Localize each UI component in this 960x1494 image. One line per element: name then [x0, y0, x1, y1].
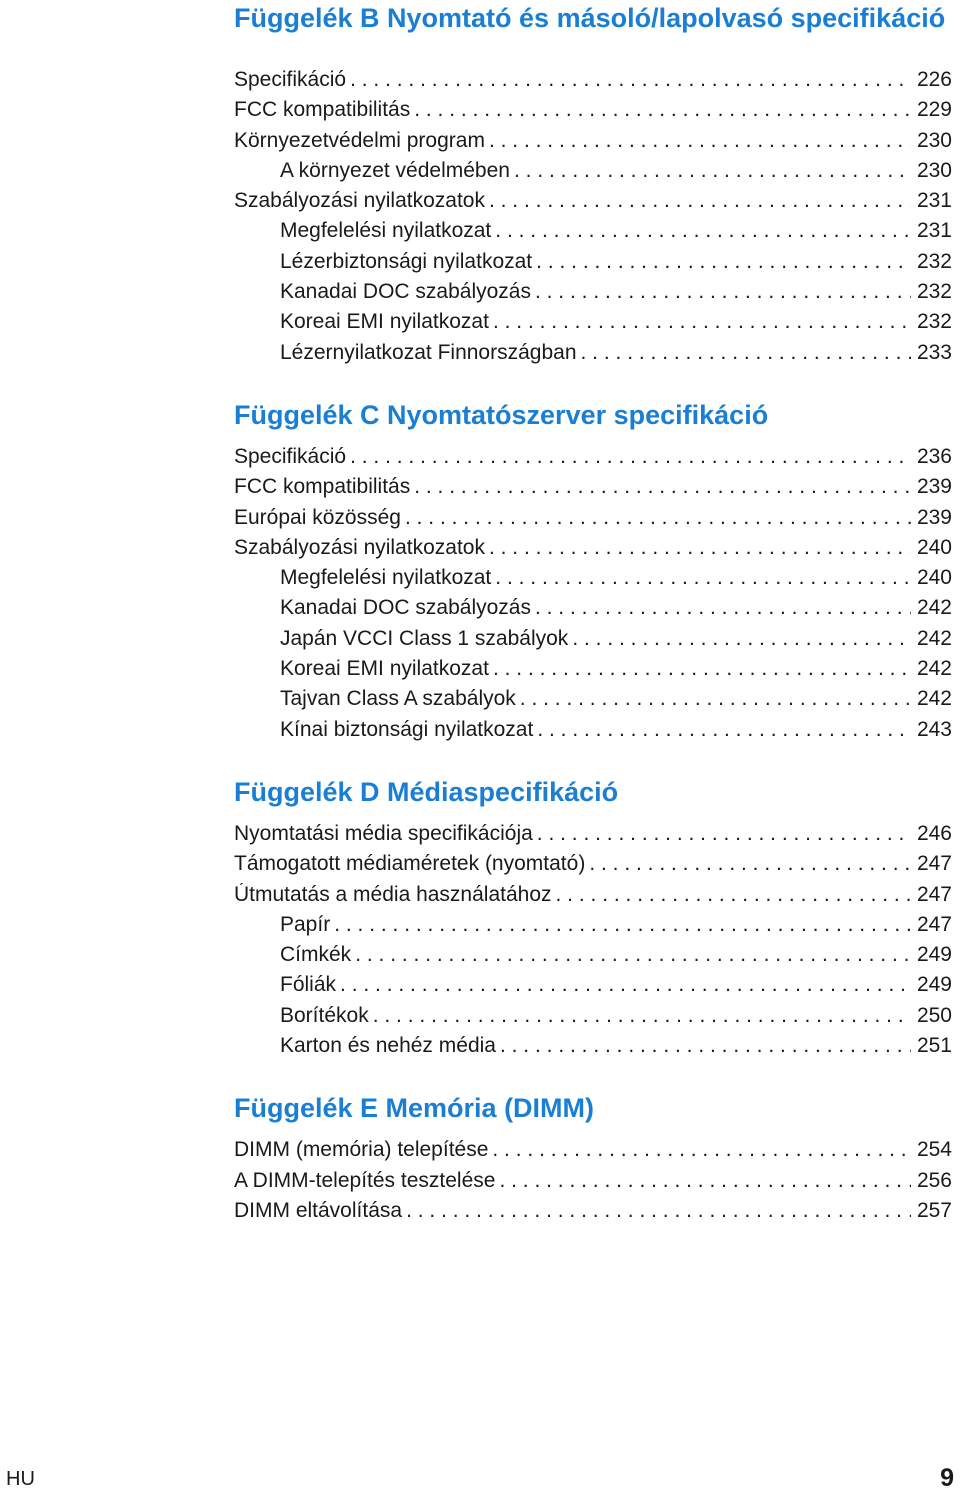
section-heading: Függelék E Memória (DIMM)	[234, 1093, 595, 1124]
toc-entry-page: 231	[916, 219, 952, 243]
toc-entry[interactable]	[234, 1034, 952, 1064]
toc-entry-label: Kínai biztonsági nyilatkozat	[280, 717, 534, 741]
toc-entry-label: A környezet védelmében	[280, 158, 510, 182]
toc-entry-label: Papír	[280, 912, 331, 936]
dot-leader	[414, 98, 911, 122]
toc-entry-page: 230	[916, 158, 952, 182]
toc-entry[interactable]	[234, 280, 952, 310]
toc-entry-label: Szabályozási nyilatkozatok	[234, 535, 485, 559]
toc-entry-label: Szabályozási nyilatkozatok	[234, 189, 485, 213]
toc-entry-page: 254	[916, 1138, 952, 1162]
toc-entry[interactable]	[234, 68, 952, 98]
toc-entry[interactable]	[234, 913, 952, 943]
toc-entry-label: DIMM (memória) telepítése	[234, 1138, 489, 1162]
dot-leader	[535, 280, 911, 304]
toc-entry-label: Fóliák	[280, 973, 337, 997]
toc-entry[interactable]	[234, 1169, 952, 1199]
toc-entry-page: 239	[916, 505, 952, 529]
dot-leader	[350, 68, 911, 92]
toc-entry-label: Nyomtatási média specifikációja	[234, 821, 533, 845]
toc-entry[interactable]	[234, 189, 952, 219]
dot-leader	[537, 718, 911, 742]
toc-entry-label: Címkék	[280, 943, 352, 967]
toc-entry-page: 247	[916, 882, 952, 906]
toc-entry-page: 246	[916, 821, 952, 845]
toc-entry[interactable]	[234, 219, 952, 249]
dot-leader	[572, 627, 911, 651]
dot-leader	[556, 883, 911, 907]
toc-entry-page: 242	[916, 687, 952, 711]
toc-entry-label: Támogatott médiaméretek (nyomtató)	[234, 852, 586, 876]
toc-entry[interactable]	[234, 129, 952, 159]
dot-leader	[489, 189, 911, 213]
dot-leader	[500, 1034, 911, 1058]
toc-entry-label: Környezetvédelmi program	[234, 128, 485, 152]
toc-entry-page: 256	[916, 1168, 952, 1192]
toc-entry-label: Karton és nehéz média	[280, 1034, 496, 1058]
section-heading: Függelék B Nyomtató és másoló/lapolvasó specifikáció	[234, 3, 946, 33]
toc-entry-page: 242	[916, 626, 952, 650]
dot-leader	[350, 445, 911, 469]
toc-entry-label: Lézernyilatkozat Finnországban	[280, 340, 577, 364]
dot-leader	[355, 943, 911, 967]
toc-entry-page: 240	[916, 535, 952, 559]
dot-leader	[493, 657, 911, 681]
toc-entry[interactable]	[234, 159, 952, 189]
toc-entry[interactable]	[234, 1004, 952, 1034]
toc-entry-page: 236	[916, 444, 952, 468]
toc-entry-label: Európai közösség	[234, 505, 401, 529]
toc-entry-page: 240	[916, 566, 952, 590]
toc-entry[interactable]	[234, 475, 952, 505]
dot-leader	[340, 973, 911, 997]
dot-leader	[514, 159, 911, 183]
toc-entry-page: 239	[916, 475, 952, 499]
toc-entry-label: Kanadai DOC szabályozás	[280, 280, 531, 304]
dot-leader	[405, 506, 911, 530]
toc-entry[interactable]	[234, 536, 952, 566]
toc-entry[interactable]	[234, 973, 952, 1003]
toc-entry-page: 229	[916, 98, 952, 122]
toc-entry-page: 250	[916, 1003, 952, 1027]
section-heading: Függelék C Nyomtatószerver specifikáció	[234, 399, 769, 430]
toc-entry-page: 243	[916, 717, 952, 741]
dot-leader	[495, 219, 911, 243]
toc-entry-page: 242	[916, 596, 952, 620]
toc-entry-label: Kanadai DOC szabályozás	[280, 596, 531, 620]
toc-entry[interactable]	[234, 596, 952, 626]
toc-entry-label: Tajvan Class A szabályok	[280, 687, 516, 711]
toc-entry-label: Koreai EMI nyilatkozat	[280, 657, 489, 681]
toc-entry[interactable]	[234, 566, 952, 596]
toc-entry[interactable]	[234, 657, 952, 687]
toc-entry-page: 231	[916, 189, 952, 213]
toc-entry-page: 247	[916, 912, 952, 936]
toc-entry[interactable]	[234, 822, 952, 852]
toc-entry-page: 233	[916, 340, 952, 364]
dot-leader	[520, 687, 911, 711]
toc-entry[interactable]	[234, 98, 952, 128]
toc-entry-label: Borítékok	[280, 1003, 369, 1027]
toc-entry[interactable]	[234, 1199, 952, 1229]
toc-entry-label: Koreai EMI nyilatkozat	[280, 310, 489, 334]
dot-leader	[489, 536, 911, 560]
toc-entry-page: 230	[916, 128, 952, 152]
toc-entry-page: 251	[916, 1034, 952, 1058]
footer-language: HU	[6, 1468, 35, 1490]
footer-page-number: 9	[940, 1464, 954, 1492]
toc-entry-page: 226	[916, 68, 952, 91]
dot-leader	[581, 341, 911, 365]
toc-entry-label: Megfelelési nyilatkozat	[280, 219, 492, 243]
toc-entry[interactable]	[234, 718, 952, 748]
toc-entry-label: DIMM eltávolítása	[234, 1198, 403, 1222]
toc-entry-label: FCC kompatibilitás	[234, 475, 411, 499]
toc-entry-page: 232	[916, 249, 952, 273]
toc-entry[interactable]	[234, 1138, 952, 1168]
toc-entry-label: Specifikáció	[234, 444, 347, 468]
dot-leader	[373, 1004, 911, 1028]
toc-entry-page: 257	[916, 1198, 952, 1222]
dot-leader	[493, 310, 911, 334]
dot-leader	[589, 852, 911, 876]
toc-entry-page: 249	[916, 973, 952, 997]
toc-entry-label: FCC kompatibilitás	[234, 98, 411, 122]
toc-entry-page: 249	[916, 943, 952, 967]
toc-entry-page: 242	[916, 657, 952, 681]
toc-entry[interactable]	[234, 687, 952, 717]
toc-entry-label: Lézerbiztonsági nyilatkozat	[280, 249, 533, 273]
dot-leader	[414, 475, 911, 499]
toc-entry-label: Specifikáció	[234, 68, 347, 91]
dot-leader	[537, 822, 911, 846]
toc-entry[interactable]	[234, 250, 952, 280]
toc-entry-label: Megfelelési nyilatkozat	[280, 566, 492, 590]
toc-entry[interactable]	[234, 310, 952, 340]
table-of-contents	[234, 0, 952, 1229]
toc-entry[interactable]	[234, 883, 952, 913]
toc-entry[interactable]	[234, 627, 952, 657]
toc-entry[interactable]	[234, 506, 952, 536]
toc-entry-label: Útmutatás a média használatához	[234, 882, 552, 906]
section-heading: Függelék D Médiaspecifikáció	[234, 776, 619, 807]
dot-leader	[535, 596, 911, 620]
toc-entry-label: A DIMM-telepítés tesztelése	[234, 1168, 496, 1192]
toc-entry[interactable]	[234, 445, 952, 475]
dot-leader	[492, 1138, 911, 1162]
toc-entry-label: Japán VCCI Class 1 szabályok	[280, 626, 569, 650]
toc-entry-page: 232	[916, 310, 952, 334]
dot-leader	[536, 250, 911, 274]
dot-leader	[489, 129, 911, 153]
dot-leader	[499, 1169, 911, 1193]
toc-entry-page: 232	[916, 280, 952, 304]
toc-entry[interactable]	[234, 341, 952, 371]
toc-entry[interactable]	[234, 852, 952, 882]
toc-entry[interactable]	[234, 943, 952, 973]
dot-leader	[406, 1199, 911, 1223]
dot-leader	[334, 913, 911, 937]
dot-leader	[495, 566, 911, 590]
toc-entry-page: 247	[916, 852, 952, 876]
